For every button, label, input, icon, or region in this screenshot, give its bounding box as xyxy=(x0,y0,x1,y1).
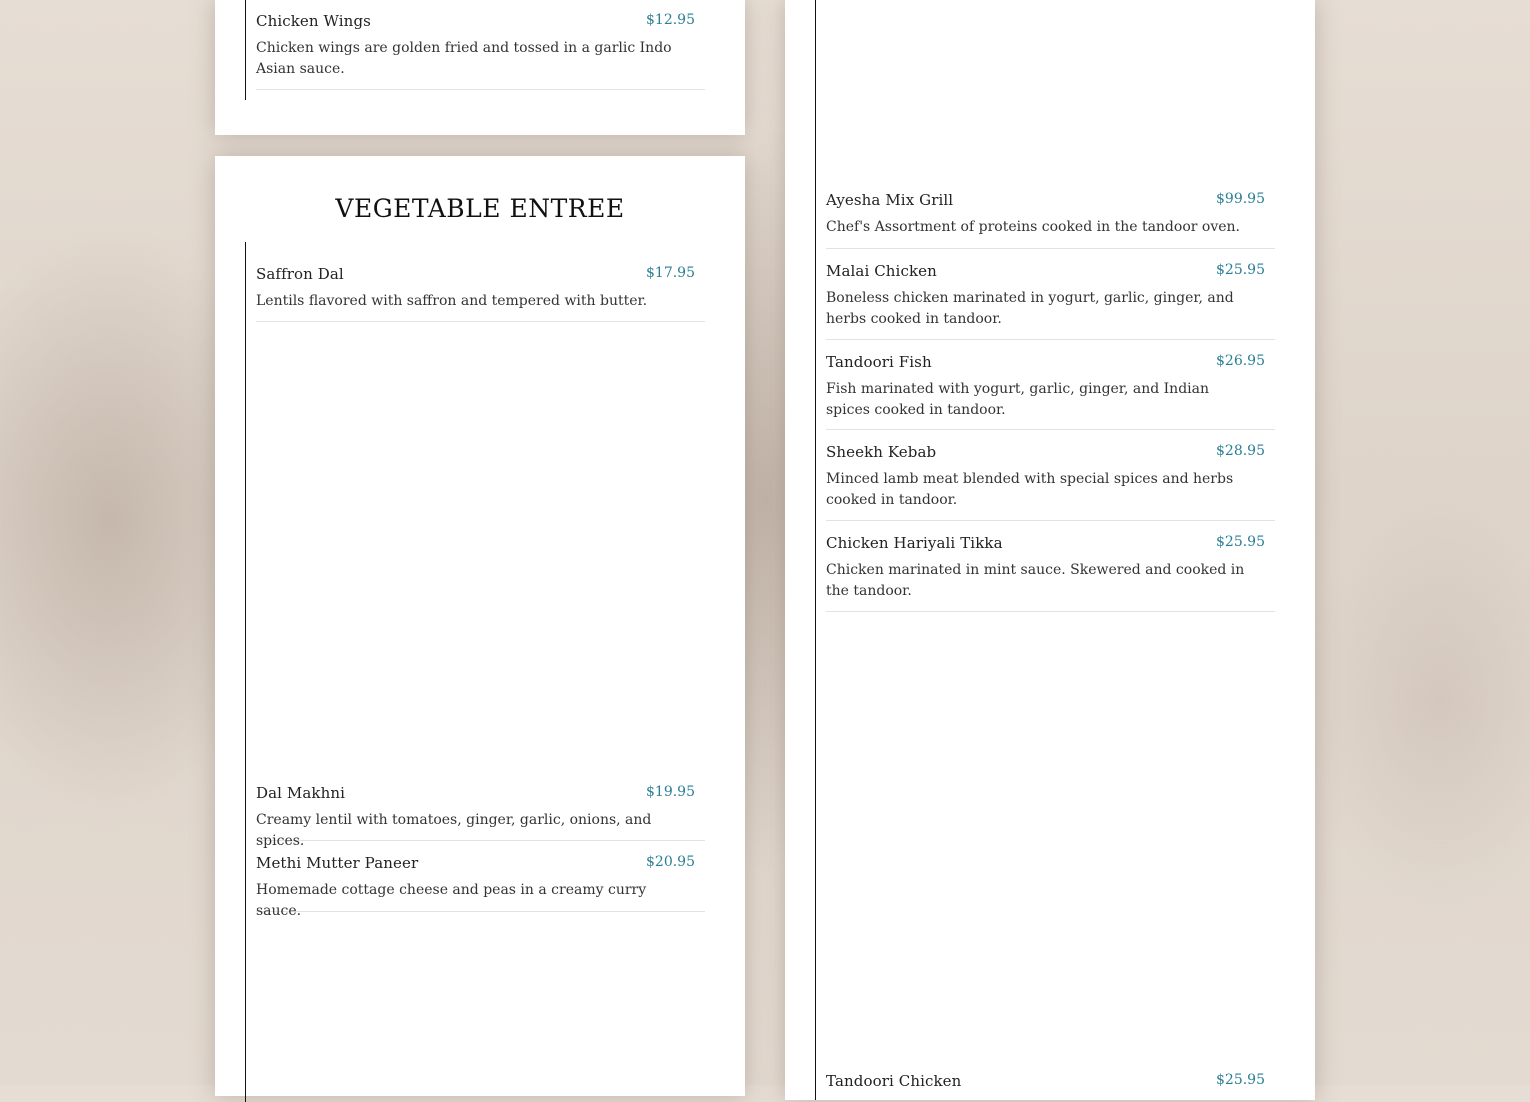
menu-item-price: $99.95 xyxy=(1216,191,1265,207)
menu-item-price: $12.95 xyxy=(646,12,695,28)
menu-item-description: Minced lamb meat blended with special spices and herbs cooked in tandoor. xyxy=(826,471,1234,508)
menu-item-price: $28.95 xyxy=(1216,443,1265,459)
panel-divider-line xyxy=(245,0,246,100)
menu-item[interactable] xyxy=(826,262,1275,340)
menu-item-description: Chicken wings are golden fried and tossed in a garlic Indo Asian sauce. xyxy=(256,40,672,77)
menu-item-name: Malai Chicken xyxy=(826,262,937,280)
menu-item[interactable] xyxy=(256,12,705,90)
menu-item[interactable] xyxy=(826,1072,1275,1102)
panel-divider-line xyxy=(815,0,816,1100)
menu-item-name: Dal Makhni xyxy=(256,784,346,802)
menu-item-price: $25.95 xyxy=(1216,534,1265,550)
menu-item-price: $26.95 xyxy=(1216,353,1265,369)
appetizer-panel xyxy=(215,0,745,135)
panel-divider-line xyxy=(245,242,246,1102)
menu-item-name: Tandoori Fish xyxy=(826,353,932,371)
menu-item[interactable] xyxy=(256,854,705,919)
menu-item[interactable] xyxy=(256,265,705,322)
menu-item-price: $25.95 xyxy=(1216,1072,1265,1088)
menu-item-name: Chicken Hariyali Tikka xyxy=(826,534,1003,552)
menu-item-price: $19.95 xyxy=(646,784,695,800)
menu-item-description: Boneless chicken marinated in yogurt, garlic, ginger, and herbs cooked in tandoor. xyxy=(826,290,1234,327)
menu-item-name: Ayesha Mix Grill xyxy=(826,191,954,209)
menu-item-description: Chef's Assortment of proteins cooked in the tandoor oven. xyxy=(826,219,1240,235)
menu-item-name: Chicken Wings xyxy=(256,12,371,30)
menu-item[interactable] xyxy=(826,443,1275,521)
menu-item-name: Methi Mutter Paneer xyxy=(256,854,419,872)
menu-item[interactable] xyxy=(826,191,1275,249)
vegetable-entree-panel xyxy=(215,156,745,1096)
menu-item-description: Fish marinated with yogurt, garlic, ginger, and Indian spices cooked in tandoor. xyxy=(826,381,1209,418)
menu-item-description: Lentils flavored with saffron and tempered with butter. xyxy=(256,293,648,309)
menu-item-name: Sheekh Kebab xyxy=(826,443,937,461)
menu-item-name: Saffron Dal xyxy=(256,265,344,283)
menu-item[interactable] xyxy=(826,353,1275,430)
menu-item-name: Tandoori Chicken xyxy=(826,1072,962,1090)
tandoor-panel xyxy=(785,0,1315,1100)
menu-item-description: Homemade cottage cheese and peas in a creamy curry sauce. xyxy=(256,882,647,919)
menu-item-description: Chicken marinated in mint sauce. Skewered and cooked in the tandoor. xyxy=(826,562,1245,599)
menu-item[interactable] xyxy=(256,784,705,849)
menu-item-price: $20.95 xyxy=(646,854,695,870)
section-title: VEGETABLE ENTREE xyxy=(335,194,625,223)
menu-item-description: Creamy lentil with tomatoes, ginger, garlic, onions, and spices. xyxy=(256,812,652,849)
menu-item[interactable] xyxy=(826,534,1275,612)
menu-item-price: $17.95 xyxy=(646,265,695,281)
menu-item-price: $25.95 xyxy=(1216,262,1265,278)
